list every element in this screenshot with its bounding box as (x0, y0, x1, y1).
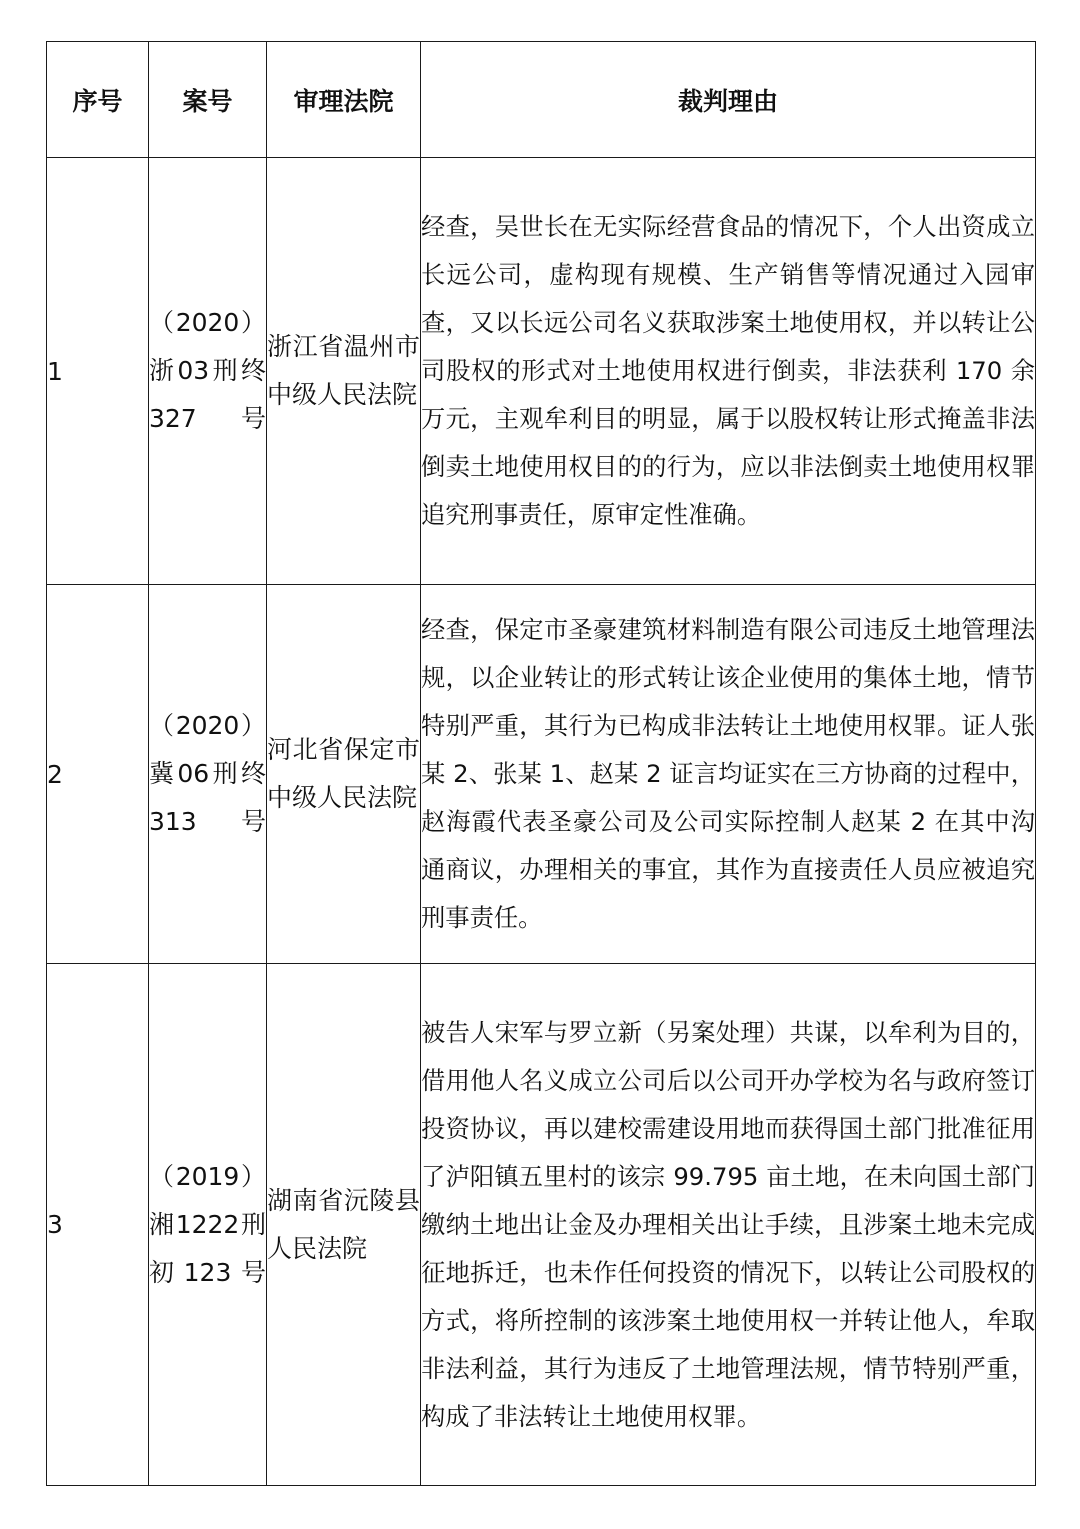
table-row (47, 158, 1036, 585)
header-index: 序号 (47, 42, 149, 158)
row-court: 湖南省沅陵县人民法院 (267, 964, 421, 1486)
row-case-no: （2020）冀06刑终313号 (149, 585, 267, 964)
header-court: 审理法院 (267, 42, 421, 158)
header-row (47, 42, 1036, 158)
row-case-no: （2020）浙03刑终327号 (149, 158, 267, 585)
table-row (47, 964, 1036, 1486)
row-index: 3 (47, 964, 149, 1486)
table-row (47, 585, 1036, 964)
header-reason: 裁判理由 (421, 42, 1036, 158)
row-index: 2 (47, 585, 149, 964)
row-reason: 经查，保定市圣豪建筑材料制造有限公司违反土地管理法规，以企业转让的形式转让该企业使用的集体土地，情节特别严重，其行为已构成非法转让土地使用权罪。证人张某 2、张某 1、赵某 2 证言均证实在三方协商的过程中，赵海霞代表圣豪公司及公司实际控制人赵某 2 在其中沟通商议，办理相关的事宜，其作为直接责任人员应被追究刑事责任。 (421, 585, 1036, 964)
row-court: 浙江省温州市中级人民法院 (267, 158, 421, 585)
row-reason: 被告人宋军与罗立新（另案处理）共谋，以牟利为目的，借用他人名义成立公司后以公司开办学校为名与政府签订投资协议，再以建校需建设用地而获得国土部门批准征用了泸阳镇五里村的该宗 99.795 亩土地，在未向国土部门缴纳土地出让金及办理相关出让手续，且涉案土地未完成征地拆迁，也未作任何投资的情况下，以转让公司股权的方式，将所控制的该涉案土地使用权一并转让他人，牟取非法利益，其行为违反了土地管理法规，情节特别严重，构成了非法转让土地使用权罪。 (421, 964, 1036, 1486)
row-reason: 经查，吴世长在无实际经营食品的情况下，个人出资成立长远公司，虚构现有规模、生产销售等情况通过入园审查，又以长远公司名义获取涉案土地使用权，并以转让公司股权的形式对土地使用权进行倒卖，非法获利 170 余万元，主观牟利目的明显，属于以股权转让形式掩盖非法倒卖土地使用权目的的行为，应以非法倒卖土地使用权罪追究刑事责任，原审定性准确。 (421, 158, 1036, 585)
header-case-no: 案号 (149, 42, 267, 158)
row-case-no: （2019）湘1222刑初123号 (149, 964, 267, 1486)
case-table (46, 41, 1036, 1486)
row-court: 河北省保定市中级人民法院 (267, 585, 421, 964)
row-index: 1 (47, 158, 149, 585)
